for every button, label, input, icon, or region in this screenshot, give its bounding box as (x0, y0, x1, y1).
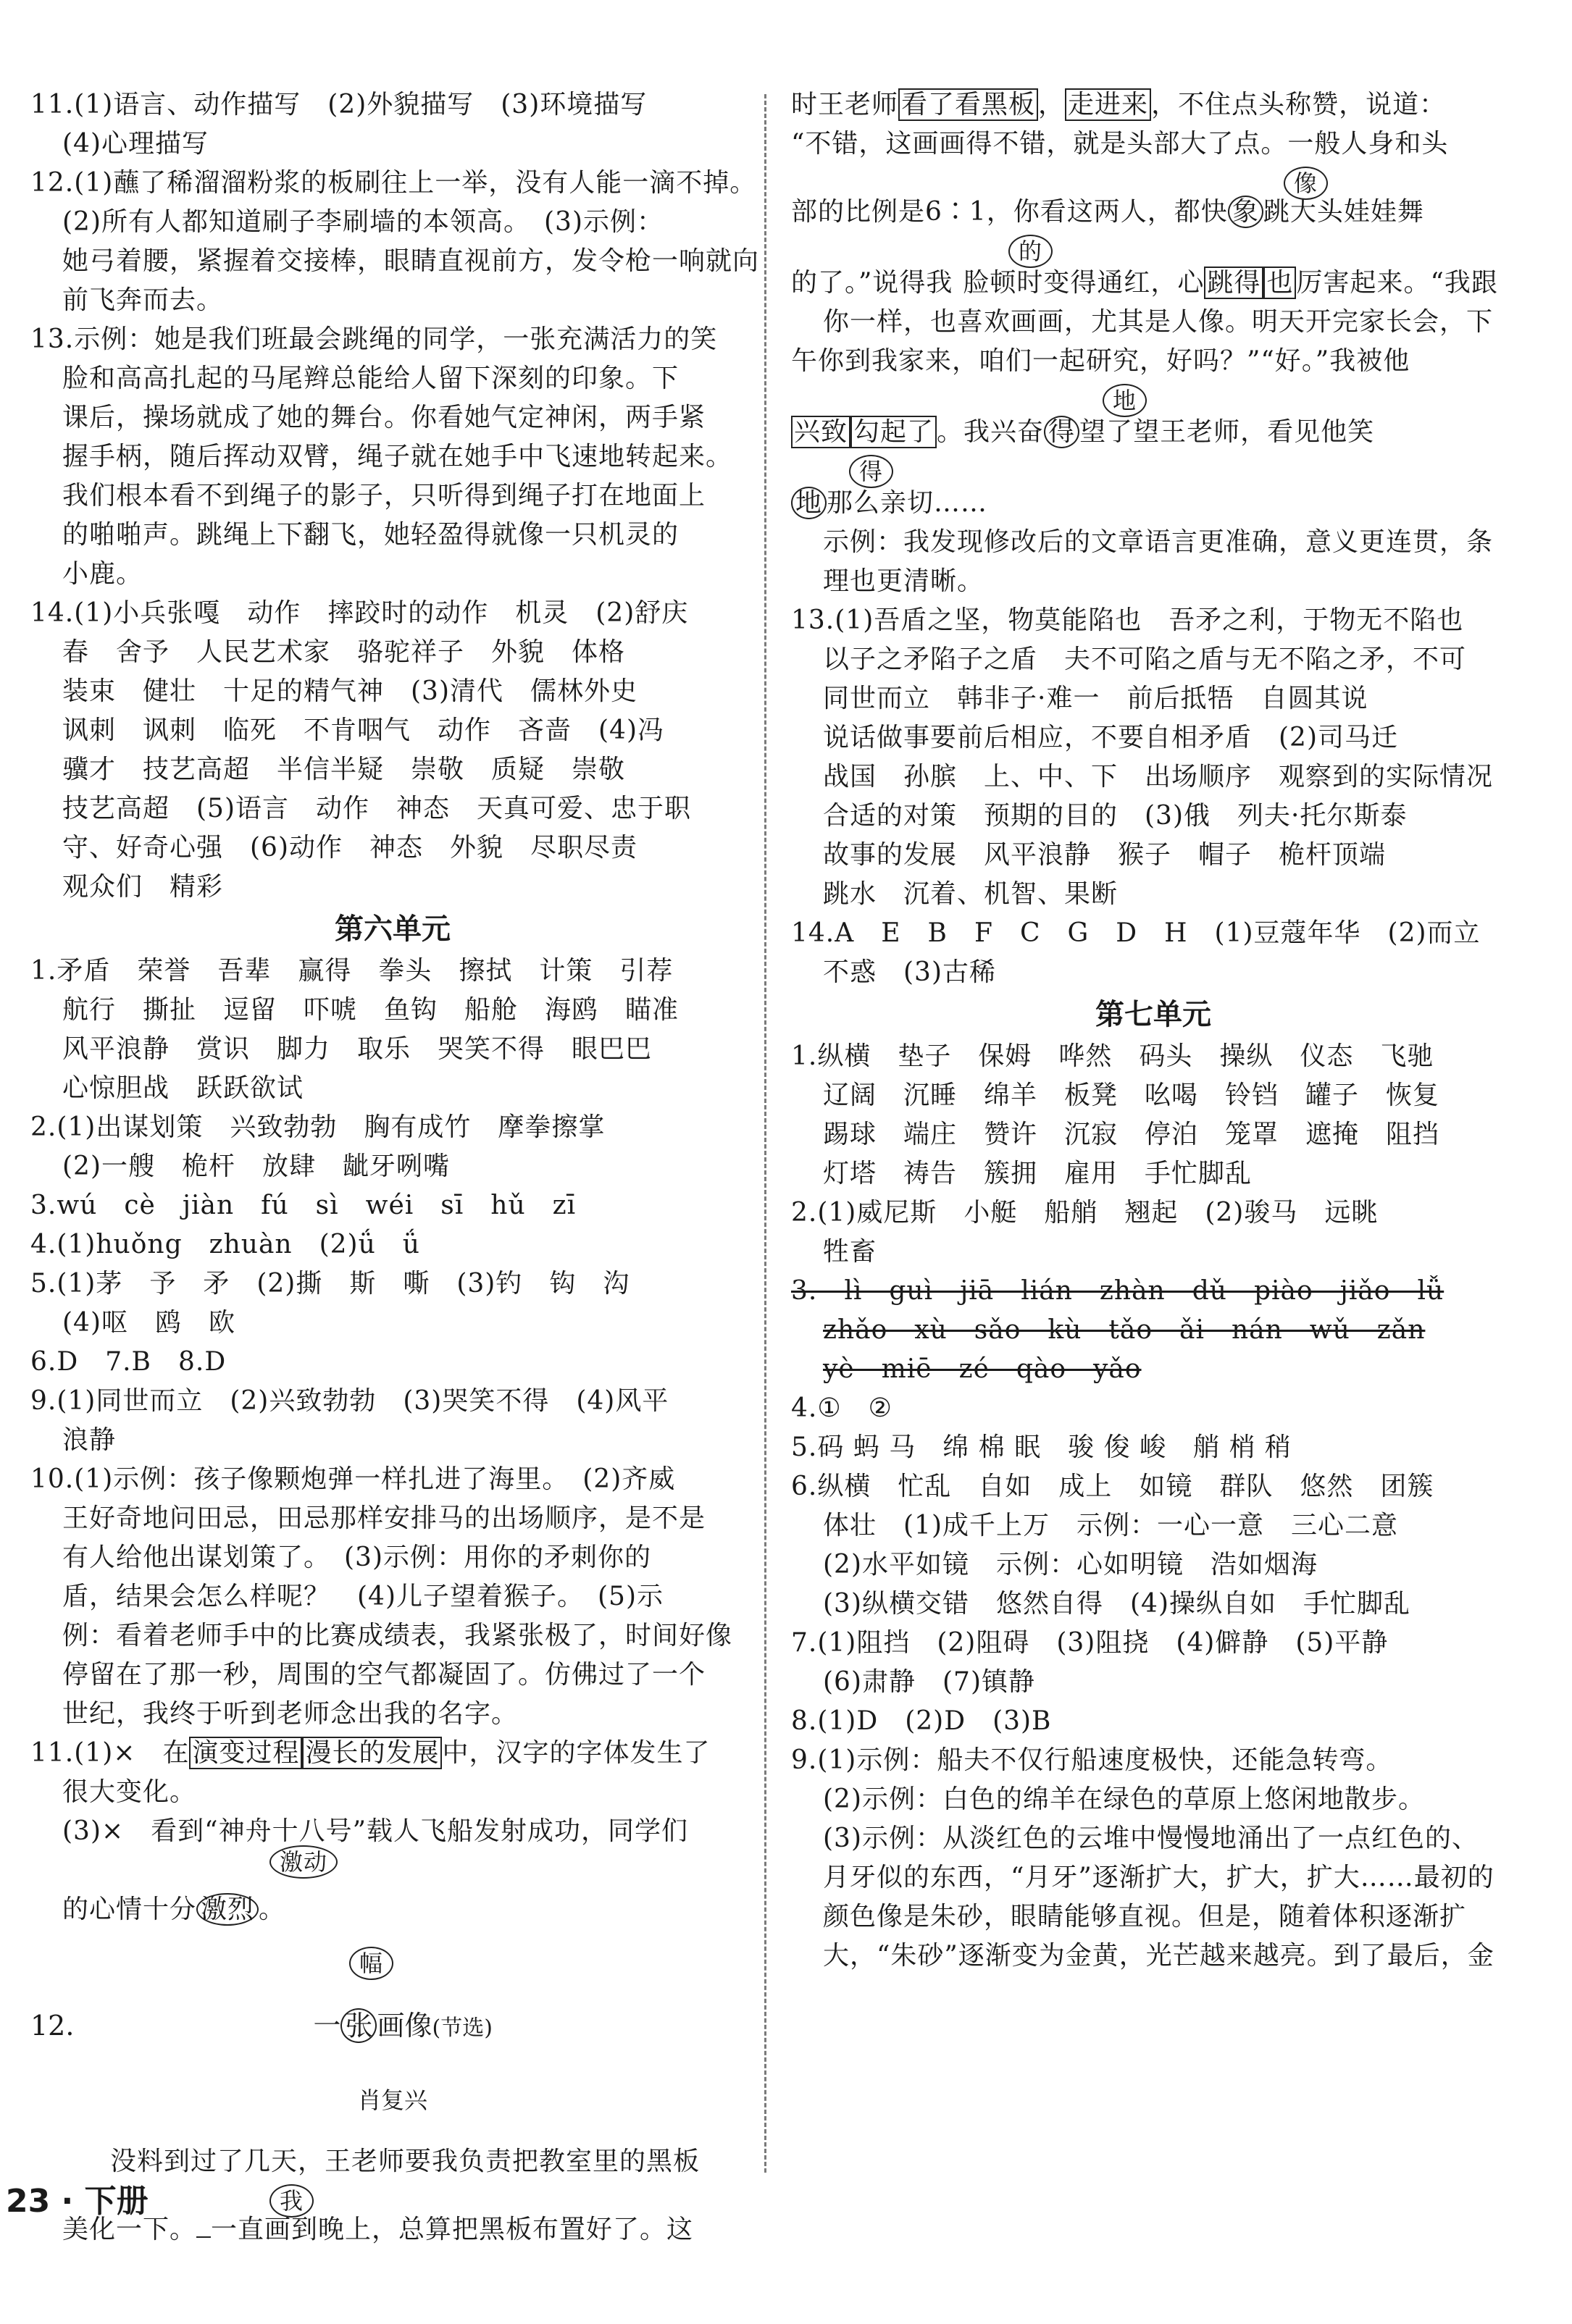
answer-line: 讽刺 讽刺 临死 不肯咽气 动作 吝啬 (4)冯 (62, 716, 664, 745)
page-footer: 23 · 下册 (6, 2183, 149, 2220)
answer-line: 7.(1)阻挡 (2)阻碍 (3)阻挠 (4)僻静 (5)平静 (791, 1628, 1389, 1658)
author: 肖复兴 (357, 2086, 427, 2114)
answer-line: zhǎo xù sǎo kù tǎo ǎi nán wǔ zǎn (823, 1315, 1426, 1345)
answer-line: 浪静 (62, 1425, 117, 1455)
answer-line: 辽阔 沉睡 绵羊 板凳 吆喝 铃铛 罐子 恢复 (823, 1081, 1440, 1110)
answer-line: 以子之矛陷子之盾 夫不可陷之盾与无不陷之矛，不可 (823, 645, 1467, 674)
answer-line: 1.矛盾 荣誉 吾辈 赢得 拳头 擦拭 计策 引荐 (30, 956, 674, 986)
answer-line: (2)水平如镜 示例：心如明镜 浩如烟海 (823, 1550, 1318, 1580)
answer-line: 4.(1)huǒng zhuàn (2)ǘ ǘ (30, 1230, 420, 1259)
answer-line: 航行 撕扯 逗留 吓唬 鱼钩 船舱 海鸥 瞄准 (62, 995, 680, 1025)
circled-word: 地 (791, 487, 827, 519)
answer-line: 4.① ② (791, 1393, 892, 1423)
answer-line: 课后，操场就成了她的舞台。你看她气定神闲，两手紧 (62, 403, 706, 432)
answer-line: 脸和高高扎起的马尾辫总能给人留下深刻的印象。下 (62, 364, 680, 393)
answer-line: 不惑 (3)古稀 (823, 957, 996, 987)
answer-line: 3. lì guì jiā lián zhàn dǔ piào jiǎo lǚ (791, 1276, 1445, 1306)
answer-line: 11.(1)语言、动作描写 (2)外貌描写 (3)环境描写 (30, 90, 648, 119)
answer-line: 8.(1)D (2)D (3)B (791, 1706, 1052, 1736)
answer-line: 体壮 (1)成千上万 示例：一心一意 三心二意 (823, 1511, 1398, 1540)
answer-line: 有人给他出谋划策了。 (3)示例：用你的矛刺你的 (62, 1543, 651, 1572)
answer-line: 合适的对策 预期的目的 (3)俄 列夫·托尔斯泰 (823, 801, 1408, 831)
boxed-phrase: 兴致 (791, 416, 850, 448)
boxed-phrase: 也 (1263, 267, 1296, 299)
answer-line: 例：看着老师手中的比赛成绩表，我紧张极了，时间好像 (62, 1621, 733, 1650)
answer-line: 战国 孙膑 上、中、下 出场顺序 观察到的实际情况 (823, 762, 1494, 792)
answer-line: 前飞奔而去。 (62, 285, 224, 315)
answer-line: 小鹿。 (62, 559, 143, 589)
answer-line: (2)示例：白色的绵羊在绿色的草原上悠闲地散步。 (823, 1784, 1425, 1814)
correction-note: 得 (849, 455, 893, 488)
correction-note: 的 (1008, 235, 1053, 268)
boxed-phrase: 勾起了 (850, 416, 937, 448)
answer-line: 牲畜 (823, 1237, 877, 1267)
answer-line: (4)心理描写 (62, 129, 209, 159)
left-lines (30, 85, 760, 1734)
answer-line: (2)一艘 桅杆 放肆 龇牙咧嘴 (62, 1151, 450, 1181)
answer-line: 同世而立 韩非子·难一 前后抵牾 自圆其说 (823, 684, 1368, 713)
answer-line: 她弓着腰，紧握着交接棒，眼睛直视前方，发令枪一响就向 (62, 246, 760, 276)
circled-word: 激烈 (196, 1893, 259, 1926)
item-11: 11.(1)× 在 演变过程 漫长的发展 中，汉字的字体发生了 很大变化。 (3)× 看到“神舟十八号”载人飞船发射成功，同学们 激动 的心情十分 激烈 。 (30, 1738, 711, 1924)
answer-line: 装束 健壮 十足的精气神 (3)清代 儒林外史 (62, 676, 637, 706)
answer-line: 盾，结果会怎么样呢？ (4)儿子望着猴子。 (5)示 (62, 1582, 664, 1611)
circled-word: 得 (1044, 416, 1079, 448)
answer-line: 春 舍予 人民艺术家 骆驼祥子 外貌 体格 (62, 637, 626, 667)
answer-line: (6)肃静 (7)镇静 (823, 1667, 1035, 1697)
answer-line: 颜色像是朱砂，眼睛能够直视。但是，随着体积逐渐扩 (823, 1902, 1467, 1931)
answer-line: 13.(1)吾盾之坚，物莫能陷也 吾矛之利，于物无不陷也 (791, 605, 1464, 635)
correction-note: 幅 (349, 1947, 393, 1980)
answer-line: 10.(1)示例：孩子像颗炮弹一样扎进了海里。 (2)齐威 (30, 1464, 676, 1494)
answer-line: 13.示例：她是我们班最会跳绳的同学，一张充满活力的笑 (30, 324, 718, 354)
answer-line: 月牙似的东西，“月牙”逐渐扩大，扩大，扩大……最初的 (823, 1863, 1494, 1892)
circled-word: 象 (1228, 196, 1263, 228)
boxed-phrase: 走进来 (1065, 88, 1151, 121)
answer-line: 停留在了那一秒，周围的空气都凝固了。仿佛过了一个 (62, 1660, 706, 1690)
answer-line: (4)呕 鸥 欧 (62, 1308, 235, 1338)
answer-line: 故事的发展 风平浪静 猴子 帽子 桅杆顶端 (823, 840, 1387, 870)
answer-line: (3)纵横交错 悠然自得 (4)操纵自如 手忙脚乱 (823, 1589, 1410, 1619)
boxed-phrase: 漫长的发展 (302, 1737, 442, 1769)
answer-line: 5.(1)茅 予 矛 (2)撕 斯 嘶 (3)钓 钩 沟 (30, 1269, 630, 1299)
answer-line: 我们根本看不到绳子的影子，只听得到绳子打在地面上 (62, 481, 706, 511)
answer-line: 9.(1)同世而立 (2)兴致勃勃 (3)哭笑不得 (4)风平 (30, 1386, 669, 1416)
correction-note: 地 (1103, 384, 1147, 417)
column-divider (764, 94, 766, 2173)
answer-line: 灯塔 祷告 簇拥 雇用 手忙脚乱 (823, 1159, 1253, 1188)
circled-word: 张 (340, 2008, 377, 2043)
right-column (791, 85, 1515, 1976)
unit-heading: 第七单元 (1095, 998, 1211, 1031)
answer-line: (3)示例：从淡红色的云堆中慢慢地涌出了一点红色的、 (823, 1824, 1479, 1853)
answer-line: 6.D 7.B 8.D (30, 1347, 227, 1377)
answer-line: 2.(1)威尼斯 小艇 船艄 翘起 (2)骏马 远眺 (791, 1198, 1379, 1228)
answer-line: 骥才 技艺高超 半信半疑 崇敬 质疑 崇敬 (62, 755, 626, 784)
correction-note: 我 (269, 2184, 314, 2218)
answer-line: 12.(1)蘸了稀溜溜粉浆的板刷往上一举，没有人能一滴不掉。 (30, 168, 757, 198)
boxed-phrase: 演变过程 (189, 1737, 302, 1769)
item-12: 幅 12. 一 张 画像(节选) 肖复兴 没料到过了几天，王老师要我负责把教室里的黑板 我 美化一下。 一直画到晚上，总算把黑板布置好了。这 (30, 1944, 755, 2249)
answer-line: 5.码 蚂 马 绵 棉 眠 骏 俊 峻 艄 梢 稍 (791, 1432, 1292, 1462)
answer-line: (2)所有人都知道刷子李刷墙的本领高。 (3)示例： (62, 207, 664, 237)
correction-note: 激动 (269, 1845, 338, 1879)
answer-line: 守、好奇心强 (6)动作 神态 外貌 尽职尽责 (62, 833, 637, 863)
answer-line: 1.纵横 垫子 保姆 哗然 码头 操纵 仪态 飞驰 (791, 1041, 1434, 1071)
unit-heading: 第六单元 (335, 913, 451, 946)
answer-line: 3.wú cè jiàn fú sì wéi sī hǔ zī (30, 1191, 577, 1220)
answer-line: 握手柄，随后挥动双臂，绳子就在她手中飞速地转起来。 (62, 442, 733, 471)
left-column (30, 85, 760, 2249)
answer-line: 的啪啪声。跳绳上下翻飞，她轻盈得就像一只机灵的 (62, 520, 680, 550)
answer-line: 6.纵横 忙乱 自如 成上 如镜 群队 悠然 团簇 (791, 1472, 1434, 1501)
answer-line: 说话做事要前后相应，不要自相矛盾 (2)司马迁 (823, 723, 1398, 752)
answer-line: 技艺高超 (5)语言 动作 神态 天真可爱、忠于职 (62, 794, 691, 823)
answer-line: 跳水 沉着、机智、果断 (823, 879, 1119, 909)
answer-line: 王好奇地问田忌，田忌那样安排马的出场顺序，是不是 (62, 1503, 706, 1533)
boxed-phrase: 跳得 (1204, 267, 1263, 299)
answer-line: 9.(1)示例：船夫不仅行船速度极快，还能急转弯。 (791, 1745, 1393, 1775)
answer-line: 大，“朱砂”逐渐变为金黄，光芒越来越亮。到了最后，金 (823, 1941, 1494, 1971)
answer-line: 世纪，我终于听到老师念出我的名字。 (62, 1699, 519, 1729)
answer-line: yè miē zé qào yǎo (823, 1354, 1142, 1384)
answer-line: 14.A E B F C G D H (1)豆蔻年华 (2)而立 (791, 918, 1481, 948)
answer-line: 观众们 精彩 (62, 872, 224, 902)
right-lines (791, 601, 1515, 1976)
answer-line: 2.(1)出谋划策 兴致勃勃 胸有成竹 摩拳擦掌 (30, 1112, 606, 1142)
item-12-continued: 时王老师 看了看黑板 ， 走进来 ，不住点头称赞，说道： “不错，这画画得不错，就是头部大了点。一般人身和头 像 部的比例是6∶1，你看这两人，都快 象 跳大头娃娃舞 的 的了。”说得我 脸顿时变得通红，心 跳得 也 厉害起来。“我跟 你一样，也喜欢画画，尤其是人像。明天开完家长会，下 午你到我家来，咱们一起研究，好吗？”“好。”我被他 地 兴致 勾起了 。我兴奋 得 望了望王老师，看见他笑 得 地 那么亲切…… 示例：我发现修改后的文章语言更准确，意义更连贯，条 理也更清晰。 (791, 90, 1498, 596)
answer-line: 14.(1)小兵张嘎 动作 摔跤时的动作 机灵 (2)舒庆 (30, 598, 689, 628)
answer-line: 踢球 端庄 赞许 沉寂 停泊 笼罩 遮掩 阻挡 (823, 1120, 1440, 1149)
boxed-phrase: 看了看黑板 (898, 88, 1038, 121)
correction-note: 像 (1284, 167, 1328, 200)
answer-line: 风平浪静 赏识 脚力 取乐 哭笑不得 眼巴巴 (62, 1034, 653, 1064)
answer-line: 心惊胆战 跃跃欲试 (62, 1073, 304, 1103)
